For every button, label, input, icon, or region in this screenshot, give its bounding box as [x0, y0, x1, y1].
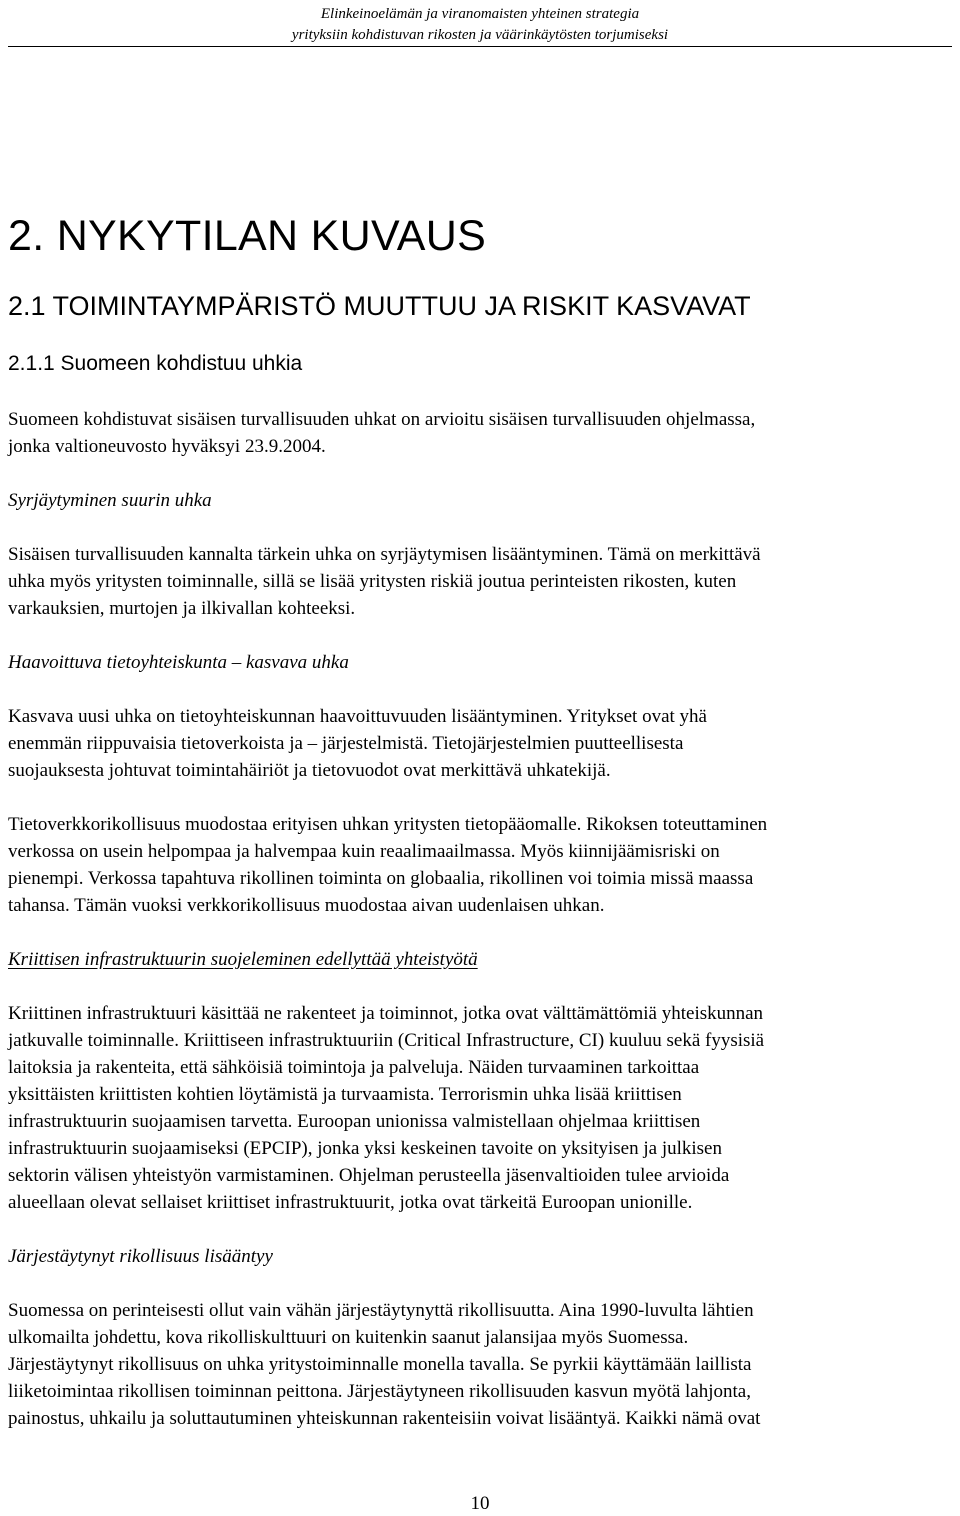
text-line: yksittäisten kriittisten kohtien löytämistä ja turvaamista. Terrorismin uhka lisää kriittisen — [8, 1084, 682, 1105]
text-line: sektorin välisen yhteistyön varmistaminen. Ohjelman perusteella jäsenvaltioiden tulee arvioida — [8, 1165, 730, 1186]
intro-paragraph — [8, 406, 952, 460]
text-line: liiketoimintaa rikollisen toiminnan peittona. Järjestäytyneen rikollisuuden kasvun myötä lahjonta, — [8, 1381, 751, 1402]
text-line: enemmän riippuvaisia tietoverkoista ja – järjestelmistä. Tietojärjestelmien puutteellisesta — [8, 733, 684, 754]
text-line: painostus, uhkailu ja soluttautuminen yhteiskunnan rakenteisiin voivat lisääntyä. Kaikki nämä ovat — [8, 1408, 761, 1429]
page-number: 10 — [470, 1493, 490, 1514]
text-line: infrastruktuurin suojaamiseksi (EPCIP), jonka yksi keskeinen tavoite on yksityisen ja julkisen — [8, 1138, 722, 1159]
text-line: infrastruktuurin suojaamisen tarvetta. Euroopan unionissa valmistellaan ohjelmaa kriittisen — [8, 1111, 701, 1132]
subheading-infrastruktuuri: Kriittisen infrastruktuurin suojeleminen edellyttää yhteistyötä — [8, 949, 478, 970]
text-line: tahansa. Tämän vuoksi verkkorikollisuus muodostaa aivan uudenlaisen uhkan. — [8, 895, 605, 916]
section-heading: 2.1 TOIMINTAYMPÄRISTÖ MUUTTUU JA RISKIT KASVAVAT — [8, 291, 751, 321]
body-text — [8, 406, 952, 1459]
text-line: Suomeen kohdistuvat sisäisen turvallisuuden uhkat on arvioitu sisäisen turvallisuuden ohjelmassa, — [8, 409, 756, 430]
running-header — [0, 4, 960, 46]
text-line: Suomessa on perinteisesti ollut vain vähän järjestäytynyttä rikollisuutta. Aina 1990-luvulta lähtien — [8, 1300, 754, 1321]
text-line: laitoksia ja rakenteita, että sähköisiä toimintoja ja palveluja. Näiden turvaaminen tarkoittaa — [8, 1057, 700, 1078]
paragraph — [8, 541, 952, 622]
text-line: suojauksesta johtuvat toimintahäiriöt ja tietovuodot ovat merkittävä uhkatekijä. — [8, 760, 611, 781]
chapter-heading: 2. NYKYTILAN KUVAUS — [8, 212, 487, 260]
text-line: varkauksien, murtojen ja ilkivallan kohteeksi. — [8, 598, 356, 619]
header-divider — [8, 46, 952, 47]
text-line: pienempi. Verkossa tapahtuva rikollinen toiminta on globaalia, rikollinen voi toimia missä maassa — [8, 868, 754, 889]
text-line: alueellaan olevat sellaiset kriittiset infrastruktuurit, jotka ovat tärkeitä Euroopan unionille. — [8, 1192, 693, 1213]
subheading-rikollisuus: Järjestäytynyt rikollisuus lisääntyy — [8, 1246, 273, 1267]
subheading-syrjaytyminen: Syrjäytyminen suurin uhka — [8, 490, 212, 511]
text-line: Sisäisen turvallisuuden kannalta tärkein uhka on syrjäytymisen lisääntyminen. Tämä on merkittävä — [8, 544, 761, 565]
text-line: Järjestäytynyt rikollisuus on uhka yritystoiminnalle monella tavalla. Se pyrkii käyttämään laillista — [8, 1354, 752, 1375]
text-line: Tietoverkkorikollisuus muodostaa erityisen uhkan yritysten tietopääomalle. Rikoksen toteuttaminen — [8, 814, 768, 835]
text-line: verkossa on usein helpompaa ja halvempaa kuin reaalimaailmassa. Myös kiinnijäämisriski on — [8, 841, 720, 862]
text-line: Kasvava uusi uhka on tietoyhteiskunnan haavoittuvuuden lisääntyminen. Yritykset ovat yhä — [8, 706, 707, 727]
text-line: jonka valtioneuvosto hyväksyi 23.9.2004. — [8, 436, 326, 457]
subheading-tietoyhteiskunta: Haavoittuva tietoyhteiskunta – kasvava uhka — [8, 652, 349, 673]
paragraph — [8, 703, 952, 784]
running-header-line-1: Elinkeinoelämän ja viranomaisten yhteinen strategia — [320, 6, 640, 22]
text-line: ulkomailta johdettu, kova rikolliskulttuuri on kuitenkin saanut jalansijaa myös Suomessa. — [8, 1327, 689, 1348]
paragraph — [8, 811, 952, 919]
subsection-heading: 2.1.1 Suomeen kohdistuu uhkia — [8, 352, 303, 375]
paragraph — [8, 1000, 952, 1216]
text-line: jatkuvalle toiminnalle. Kriittiseen infrastruktuuriin (Critical Infrastructure, CI) kuuluu sekä fyysisiä — [8, 1030, 765, 1051]
text-line: uhka myös yritysten toiminnalle, sillä se lisää yritysten riskiä joutua perinteisten rikosten, kuten — [8, 571, 737, 592]
paragraph — [8, 1297, 952, 1432]
text-line: Kriittinen infrastruktuuri käsittää ne rakenteet ja toiminnot, jotka ovat välttämättömiä yhteiskunnan — [8, 1003, 764, 1024]
running-header-line-2: yrityksiin kohdistuvan rikosten ja väärinkäytösten torjumiseksi — [291, 27, 669, 43]
